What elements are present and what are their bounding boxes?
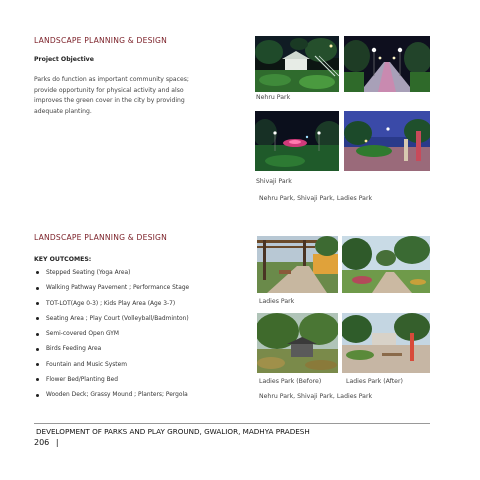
paragraph-line: improves the green cover in the city by providing xyxy=(34,97,185,105)
project-objective-paragraph xyxy=(34,75,239,117)
list-item: Fountain and Music System xyxy=(34,360,244,375)
list-item: Semi-covered Open GYM xyxy=(34,329,244,344)
list-item: Birds Feeding Area xyxy=(34,344,244,359)
ladies-park-photo-1 xyxy=(257,236,338,293)
section1-subheading: Project Objective xyxy=(34,56,94,63)
ladies-park-before-caption: Ladies Park (Before) xyxy=(259,378,322,385)
section1-combined-caption: Nehru Park, Shivaji Park, Ladies Park xyxy=(259,195,373,202)
list-item: Seating Area ; Play Court (Volleyball/Badminton) xyxy=(34,314,244,329)
nehru-park-caption: Nehru Park xyxy=(256,94,291,101)
section2-combined-caption: Nehru Park, Shivaji Park, Ladies Park xyxy=(259,393,373,400)
shivaji-park-caption: Shivaji Park xyxy=(256,178,292,185)
nehru-park-photo-1 xyxy=(255,36,339,92)
page-number: 206 xyxy=(34,438,50,447)
page-number-row xyxy=(34,438,59,447)
ladies-park-after-photo xyxy=(342,313,430,373)
section2-subheading: KEY OUTCOMES: xyxy=(34,256,92,263)
paragraph-line: adequate planting. xyxy=(34,107,92,115)
list-item: Walking Pathway Pavement ; Performance Stage xyxy=(34,283,244,298)
ladies-park-after-caption: Ladies Park (After) xyxy=(346,378,403,385)
paragraph-line: provide opportunity for physical activity and also xyxy=(34,86,184,94)
section1-heading: LANDSCAPE PLANNING & DESIGN xyxy=(34,36,167,45)
section2-heading: LANDSCAPE PLANNING & DESIGN xyxy=(34,233,167,242)
list-item: Flower Bed/Planting Bed xyxy=(34,375,244,390)
footer-divider xyxy=(34,423,430,424)
shivaji-park-photo-2 xyxy=(344,111,430,171)
shivaji-park-photo-1 xyxy=(255,111,339,171)
nehru-park-photo-2 xyxy=(344,36,430,92)
list-item: TOT-LOT(Age 0-3) ; Kids Play Area (Age 3-7) xyxy=(34,299,244,314)
list-item: Stepped Seating (Yoga Area) xyxy=(34,268,244,283)
page-number-separator: | xyxy=(55,438,59,447)
key-outcomes-list xyxy=(34,268,244,406)
ladies-park-before-photo xyxy=(257,313,338,373)
list-item: Wooden Deck; Grassy Mound ; Planters; Pergola xyxy=(34,390,244,405)
ladies-park-photo-2 xyxy=(342,236,430,293)
paragraph-line: Parks do function as important community spaces; xyxy=(34,76,189,83)
footer-title: DEVELOPMENT OF PARKS AND PLAY GROUND, GWALIOR, MADHYA PRADESH xyxy=(36,427,310,436)
ladies-park-caption: Ladies Park xyxy=(259,298,295,305)
